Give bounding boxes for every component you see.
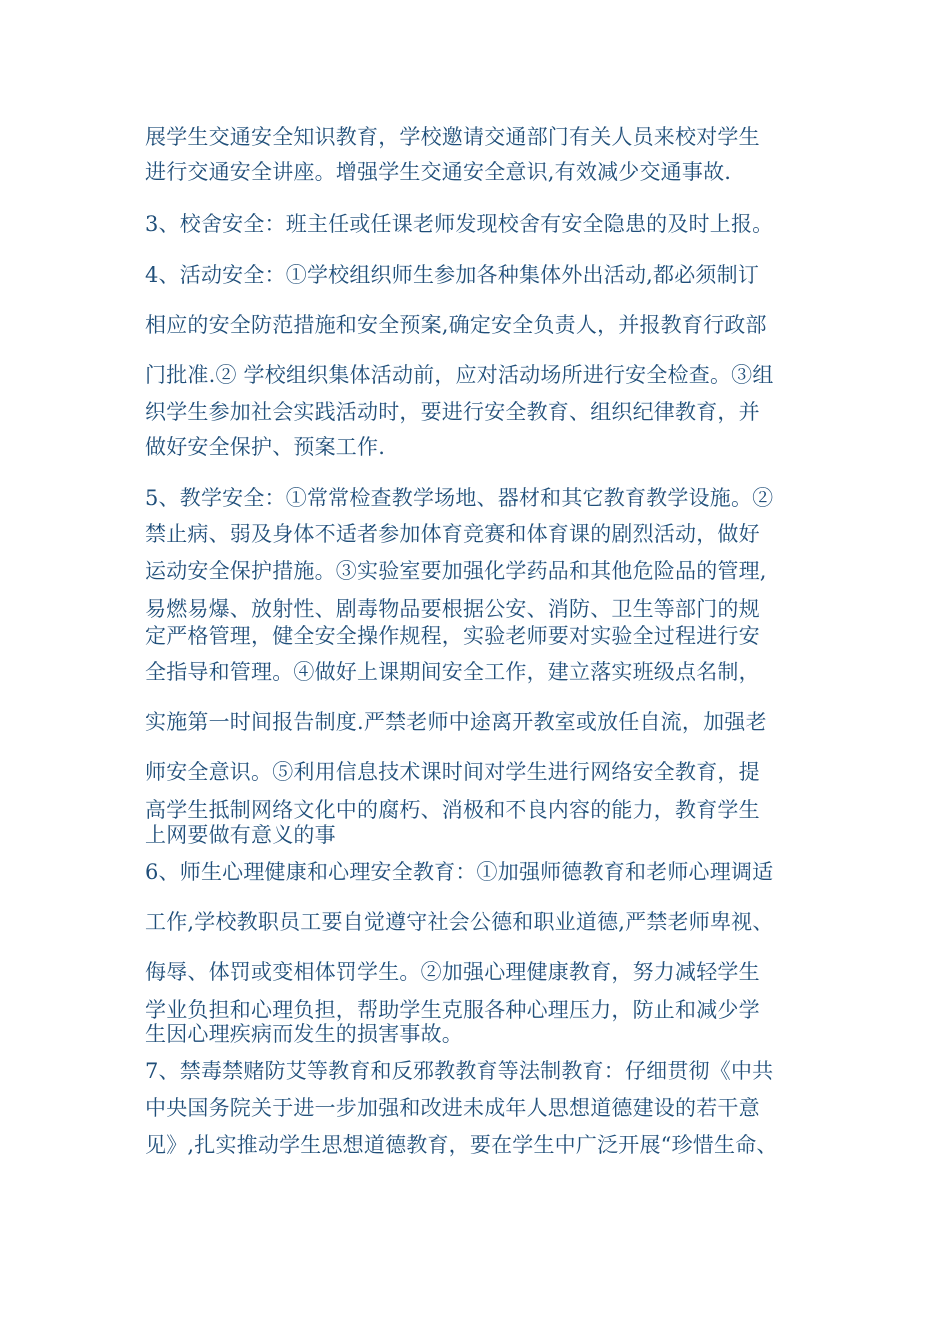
text-line: 高学生抵制网络文化中的腐朽、消极和不良内容的能力，教育学生 bbox=[145, 798, 760, 822]
text-line: 实施第一时间报告制度.严禁老师中途离开教室或放任自流，加强老 bbox=[145, 710, 767, 734]
text-line: 织学生参加社会实践活动时，要进行安全教育、组织纪律教育，并 bbox=[145, 400, 760, 424]
text-line: 运动安全保护措施。③实验室要加强化学药品和其他危险品的管理, bbox=[145, 559, 767, 583]
text-line: 生因心理疾病而发生的损害事故。 bbox=[145, 1022, 463, 1046]
text-line: 师安全意识。⑤利用信息技术课时间对学生进行网络安全教育，提 bbox=[145, 760, 760, 784]
text-line: 见》,扎实推动学生思想道德教育，要在学生中广泛开展“珍惜生命、 bbox=[145, 1133, 778, 1157]
text-line: 全指导和管理。④做好上课期间安全工作，建立落实班级点名制， bbox=[145, 660, 760, 684]
text-line: 做好安全保护、预案工作. bbox=[145, 435, 386, 459]
text-line: 5、教学安全：①常常检查教学场地、器材和其它教育教学设施。② bbox=[145, 486, 774, 510]
text-line: 6、师生心理健康和心理安全教育：①加强师德教育和老师心理调适 bbox=[145, 860, 774, 884]
text-line: 易燃易爆、放射性、剧毒物品要根据公安、消防、卫生等部门的规 bbox=[145, 597, 760, 621]
text-line: 定严格管理，健全安全操作规程，实验老师要对实验全过程进行安 bbox=[145, 624, 760, 648]
text-line: 侮辱、体罚或变相体罚学生。②加强心理健康教育，努力减轻学生 bbox=[145, 960, 760, 984]
text-line: 禁止病、弱及身体不适者参加体育竞赛和体育课的剧烈活动，做好 bbox=[145, 522, 760, 546]
text-line: 3、校舍安全：班主任或任课老师发现校舍有安全隐患的及时上报。 bbox=[145, 212, 774, 236]
text-line: 相应的安全防范措施和安全预案,确定安全负责人，并报教育行政部 bbox=[145, 313, 767, 337]
text-line: 进行交通安全讲座。增强学生交通安全意识,有效减少交通事故. bbox=[145, 160, 732, 184]
text-line: 4、活动安全：①学校组织师生参加各种集体外出活动,都必须制订 bbox=[145, 263, 760, 287]
text-line: 工作,学校教职员工要自觉遵守社会公德和职业道德,严禁老师卑视、 bbox=[145, 910, 774, 934]
text-line: 7、禁毒禁赌防艾等教育和反邪教教育等法制教育：仔细贯彻《中共 bbox=[145, 1059, 774, 1083]
text-line: 门批准.② 学校组织集体活动前，应对活动场所进行安全检查。③组 bbox=[145, 363, 774, 387]
text-line: 中央国务院关于进一步加强和改进未成年人思想道德建设的若干意 bbox=[145, 1096, 760, 1120]
text-line: 展学生交通安全知识教育，学校邀请交通部门有关人员来校对学生 bbox=[145, 125, 760, 149]
text-line: 学业负担和心理负担，帮助学生克服各种心理压力，防止和减少学 bbox=[145, 998, 760, 1022]
text-line: 上网要做有意义的事 bbox=[145, 823, 336, 847]
